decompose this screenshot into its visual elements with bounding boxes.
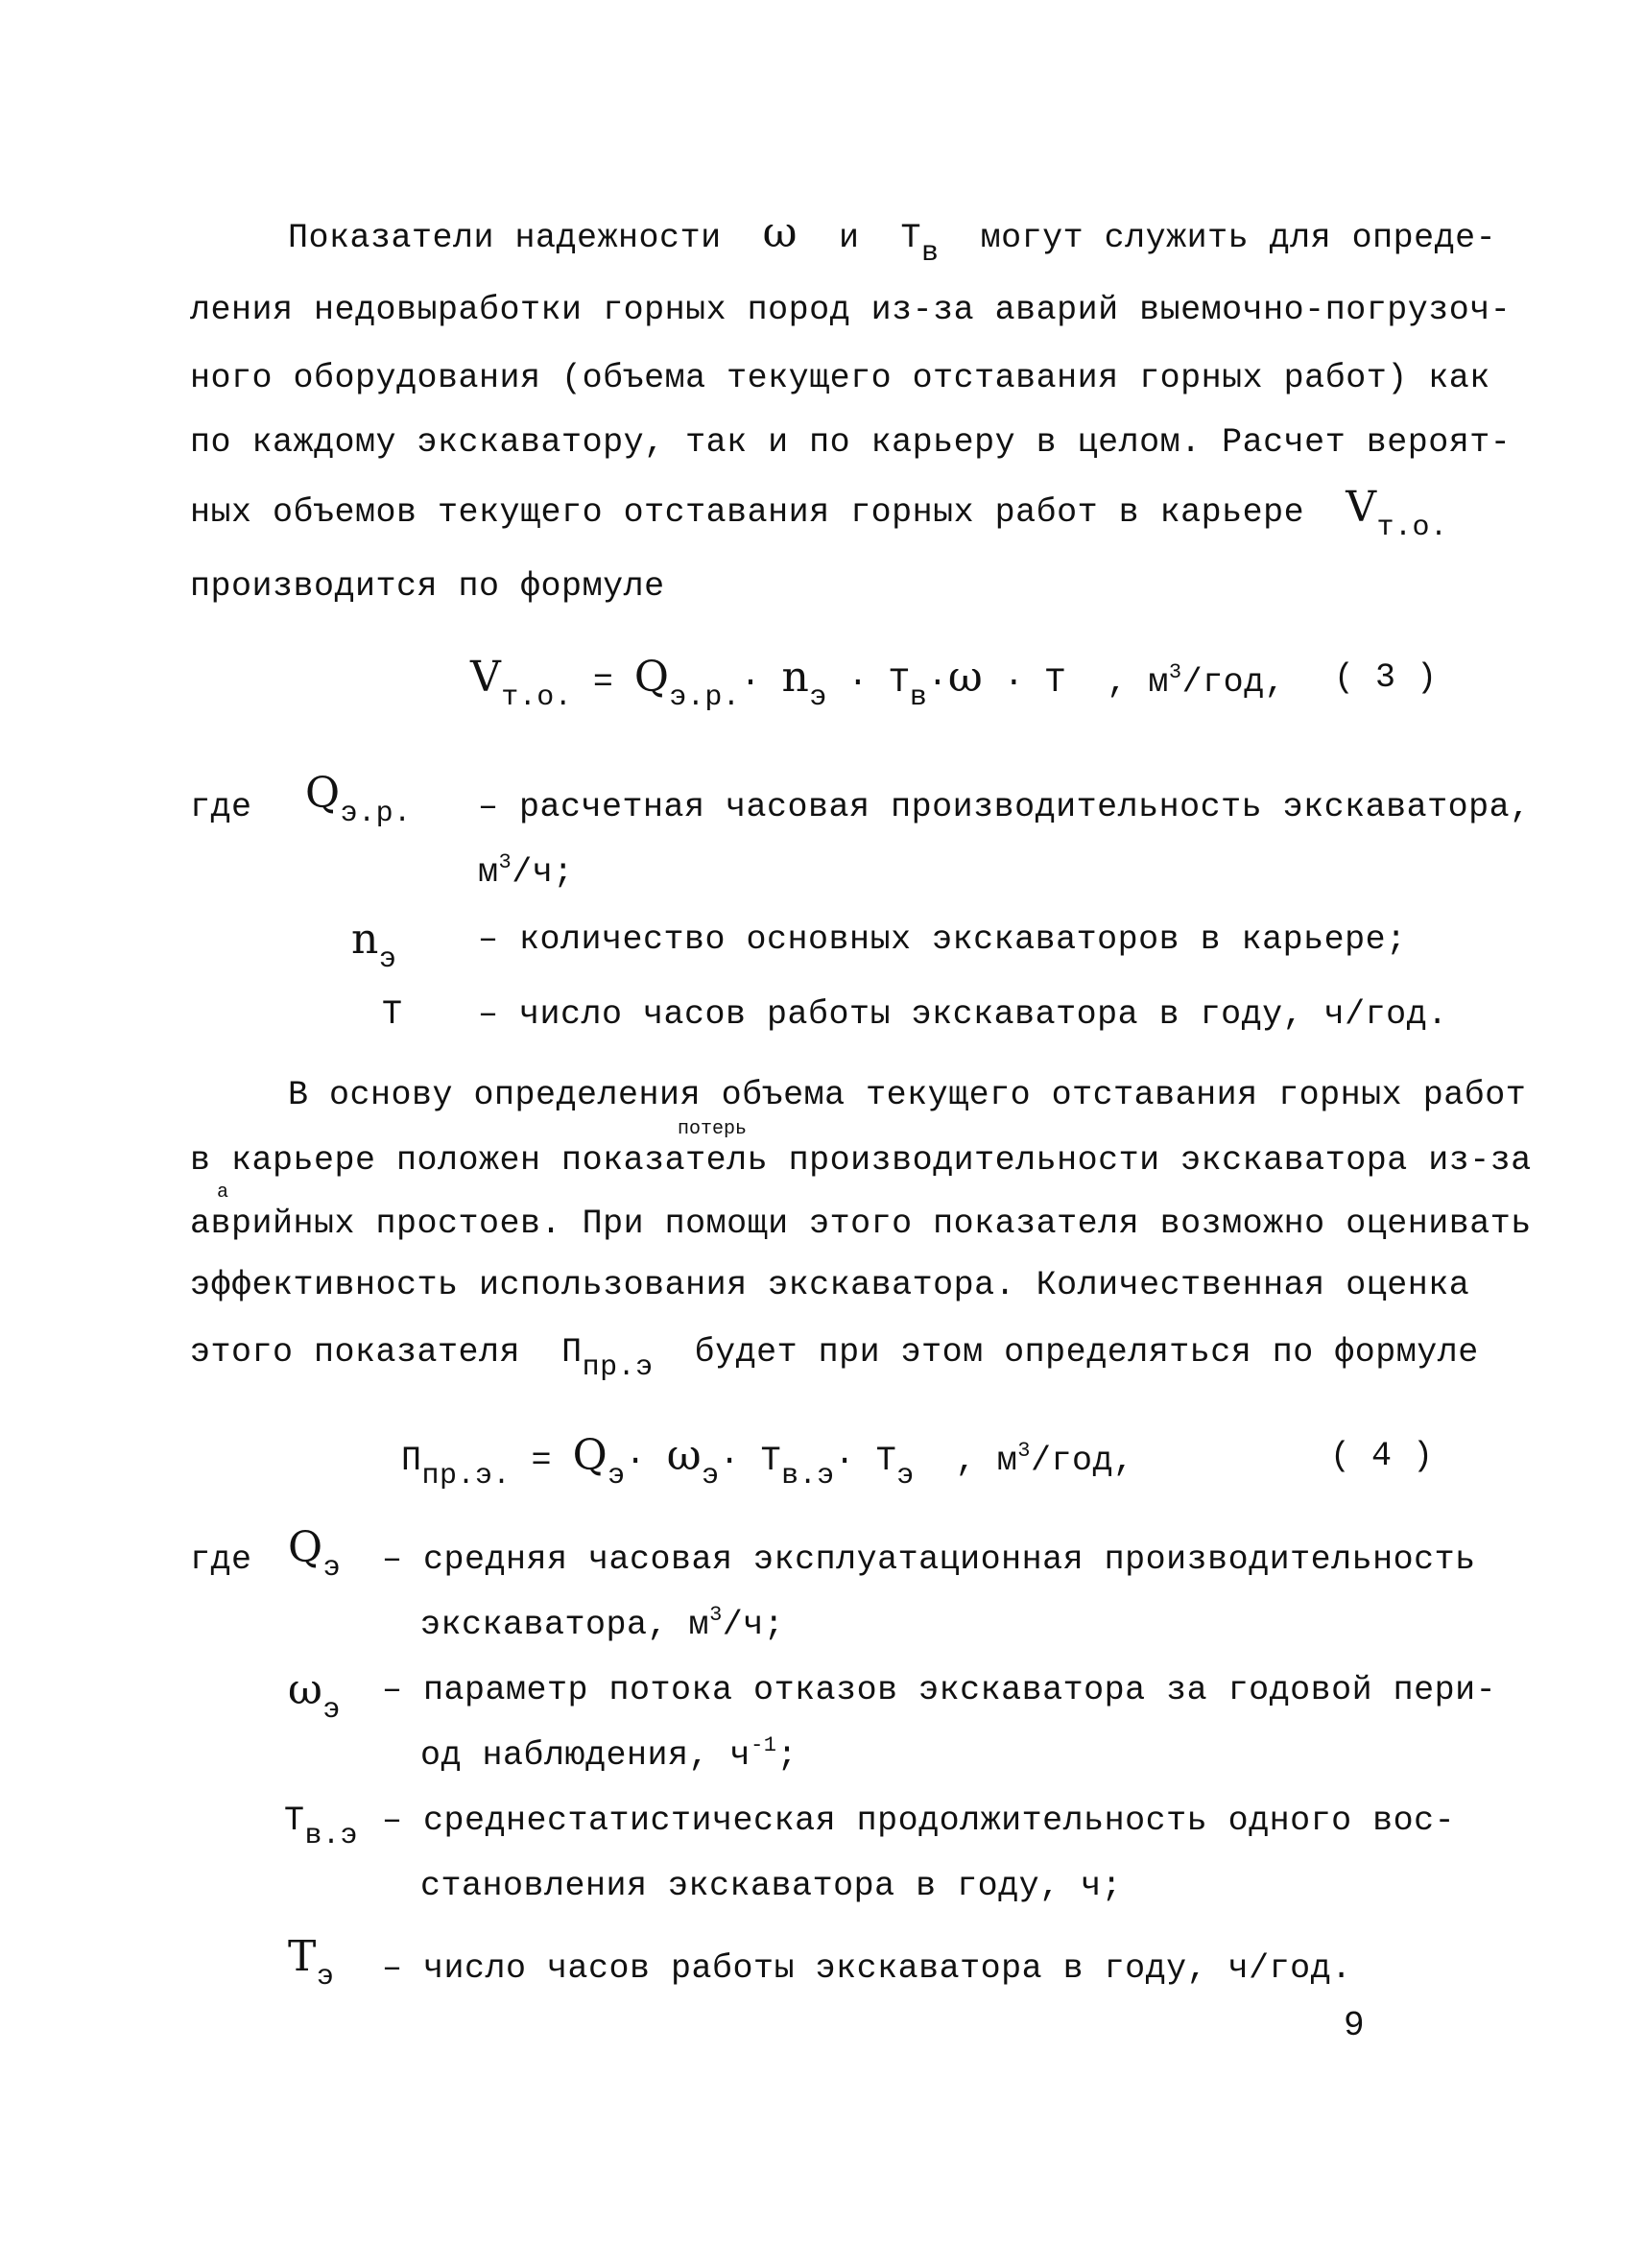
para1-line2: ления недовыработки горных пород из-за аварий выемочно-погрузоч- [190, 291, 1512, 329]
where2-def4: – число часов работы экскаватора в году, ч/год. [382, 1949, 1352, 1988]
where2-def2b: од наблюдения, $ч^{-1}$; [420, 1733, 798, 1775]
omega-symbol: ω [762, 208, 798, 257]
where1-def3: – число часов работы экскаватора в году, ч/год. [478, 995, 1448, 1034]
where1-def1b: $м^3/ч$; [478, 850, 574, 892]
para1-line1: Показатели надежности ω и Tв могут служить для опреде- [288, 208, 1497, 270]
where2-omega: ωэ [288, 1665, 341, 1727]
where2-def1b: экскаватора, $м^3/ч$; [420, 1603, 785, 1644]
para2-line3: аврийных простоев. При помощи этого показателя возможно оценивать [190, 1205, 1532, 1243]
para2-line2: в карьере положен показатель производительности экскаватора из-за [190, 1141, 1532, 1180]
where1-n: nэ [351, 915, 397, 976]
para2-line1: В основу определения объема текущего отставания горных работ [288, 1076, 1527, 1114]
para1-line5: ных объемов текущего отставания горных работ в карьере Vт.о. [190, 483, 1448, 544]
para1-line3: ного оборудования (объема текущего отставания горных работ) как [190, 359, 1490, 397]
where2-def2: – параметр потока отказов экскаватора за годовой пери- [382, 1671, 1497, 1709]
where1-gde: где [190, 788, 252, 826]
para2-line4: эффективность использования экскаватора. Количественная оценка [190, 1266, 1470, 1304]
page-number: 9 [1344, 2006, 1365, 2045]
para1-line6: производится по формуле [190, 567, 665, 606]
formula-4: Ппр.э. = Qэ· ωэ· Tв.э· Tэ , $м^3$/год, [401, 1431, 1134, 1492]
where2-Tve: Tв.э [284, 1802, 359, 1852]
where2-Q: Qэ [288, 1523, 342, 1585]
formula-4-number: ( 4 ) [1330, 1437, 1434, 1475]
where2-def3b: становления экскаватора в году, ч; [420, 1867, 1123, 1905]
where1-Q: Qэ.р. [305, 769, 412, 830]
handwritten-note-a: а [217, 1182, 229, 1204]
where2-gde: где [190, 1540, 252, 1579]
formula-3: Vт.о. = Qэ.р.· nэ · Tв·ω · T , $м^3$/год, [470, 653, 1286, 714]
where1-def1: – расчетная часовая производительность экскаватора, [478, 788, 1531, 826]
where2-Te: Tэ [288, 1932, 335, 1993]
para1-line4: по каждому экскаватору, так и по карьеру в целом. Расчет вероят- [190, 423, 1512, 462]
where2-def3: – среднестатистическая продолжительность одного вос- [382, 1802, 1456, 1840]
para2-line5: этого показателя Ппр.э будет при этом определяться по формуле [190, 1333, 1479, 1384]
where1-def2: – количество основных экскаваторов в карьере; [478, 920, 1407, 959]
where2-def1: – средняя часовая эксплуатационная производительность [382, 1540, 1476, 1579]
formula-3-number: ( 3 ) [1334, 658, 1438, 697]
where1-T: T [382, 995, 403, 1034]
handwritten-note-poter: потерь [678, 1118, 748, 1140]
